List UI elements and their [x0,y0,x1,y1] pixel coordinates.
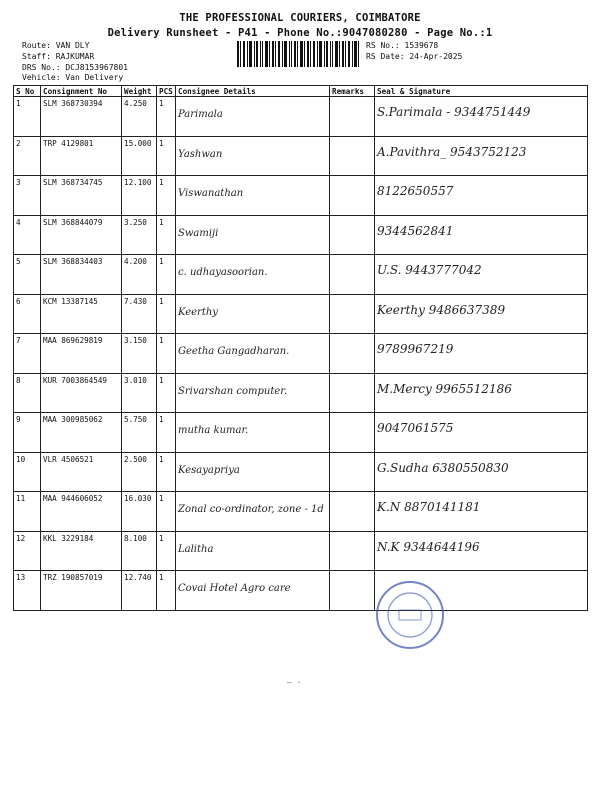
cell-consignment: VLR 4506521 [41,452,122,492]
col-consignment: Consignment No [41,86,122,97]
cell-weight: 3.250 [122,215,157,255]
table-row [14,176,588,216]
runsheet-table [13,85,588,611]
cell-remarks [330,215,375,255]
consignee-handwriting: Covai Hotel Agro care [178,583,291,594]
cell-pcs: 1 [157,294,176,334]
cell-sno: 10 [14,452,41,492]
cell-remarks [330,176,375,216]
cell-consignment: SLM 368730394 [41,97,122,137]
cell-pcs: 1 [157,413,176,453]
col-signature: Seal & Signature [375,86,588,97]
consignee-handwriting: Zonal co-ordinator, zone - 1d [178,504,324,515]
cell-sno: 12 [14,531,41,571]
vehicle-label: Vehicle: Van Delivery [22,73,124,82]
consignee-handwriting: Swamiji [178,227,219,239]
cell-signature [375,373,588,413]
consignee-handwriting: Lalitha [178,543,214,555]
cell-pcs: 1 [157,334,176,374]
cell-consignment: TRZ 190857019 [41,571,122,611]
cell-consignee [176,294,330,334]
cell-remarks [330,334,375,374]
cell-weight: 12.100 [122,176,157,216]
signature-handwriting: 9047061575 [377,421,454,435]
consignee-handwriting: Yashwan [178,148,223,160]
cell-remarks [330,452,375,492]
barcode-image [237,41,359,67]
cell-weight: 3.010 [122,373,157,413]
cell-remarks [330,492,375,532]
cell-consignment: SLM 368734745 [41,176,122,216]
col-sno: S No [14,86,41,97]
cell-pcs: 1 [157,136,176,176]
cell-sno: 13 [14,571,41,611]
cell-sno: 11 [14,492,41,532]
cell-pcs: 1 [157,531,176,571]
col-weight: Weight [122,86,157,97]
consignee-handwriting: Geetha Gangadharan. [178,346,290,357]
cell-consignment: KUR 7003864549 [41,373,122,413]
cell-consignee [176,176,330,216]
runsheet-subtitle: Delivery Runsheet - P41 - Phone No.:9047080280 - Page No.:1 [107,27,493,39]
table-row [14,97,588,137]
cell-pcs: 1 [157,176,176,216]
table-row [14,136,588,176]
table-header-row [14,86,588,97]
table-row [14,215,588,255]
cell-pcs: 1 [157,215,176,255]
cell-remarks [330,294,375,334]
cell-weight: 8.100 [122,531,157,571]
signature-handwriting: A.Pavithra_ 9543752123 [377,144,527,159]
table-row [14,413,588,453]
cell-remarks [330,373,375,413]
cell-signature [375,136,588,176]
cell-consignee [176,255,330,295]
staff-label: Staff: RAJKUMAR [22,52,95,61]
cell-sno: 1 [14,97,41,137]
cell-weight: 16.030 [122,492,157,532]
consignee-handwriting: Viswanathan [178,188,244,199]
consignee-handwriting: Kesayapriya [178,464,240,476]
cell-consignment: KCM 13387145 [41,294,122,334]
col-remarks: Remarks [330,86,375,97]
company-seal-stamp [375,580,445,650]
cell-weight: 5.750 [122,413,157,453]
table-row [14,531,588,571]
cell-sno: 7 [14,334,41,374]
cell-consignment: MAA 944606052 [41,492,122,532]
route-label: Route: VAN DLY [22,41,90,50]
col-pcs: PCS [157,86,176,97]
cell-sno: 2 [14,136,41,176]
cell-signature [375,452,588,492]
cell-pcs: 1 [157,492,176,532]
cell-weight: 12.740 [122,571,157,611]
signature-handwriting: S.Parimala - 9344751449 [377,105,531,119]
company-title: THE PROFESSIONAL COURIERS, COIMBATORE [179,12,421,24]
cell-signature [375,176,588,216]
cell-remarks [330,136,375,176]
cell-consignee [176,413,330,453]
cell-consignee [176,136,330,176]
cell-consignment: MAA 869629819 [41,334,122,374]
consignee-handwriting: mutha kumar. [178,425,249,436]
cell-weight: 4.250 [122,97,157,137]
signature-handwriting: 9344562841 [377,223,454,238]
cell-sno: 3 [14,176,41,216]
cell-remarks [330,413,375,453]
cell-consignee [176,334,330,374]
consignee-handwriting: Keerthy [178,306,218,318]
drs-label: DRS No.: DCJ8153967801 [22,63,128,72]
signature-handwriting: Keerthy 9486637389 [377,302,506,317]
cell-pcs: 1 [157,373,176,413]
cell-weight: 7.430 [122,294,157,334]
cell-consignment: SLM 368844079 [41,215,122,255]
table-row [14,452,588,492]
cell-consignment: KKL 3229184 [41,531,122,571]
cell-signature [375,413,588,453]
rs-number: RS No.: 1539678 [366,41,439,50]
cell-pcs: 1 [157,255,176,295]
table-row [14,294,588,334]
cell-consignment: TRP 4129801 [41,136,122,176]
cell-consignee [176,452,330,492]
col-consignee: Consignee Details [176,86,330,97]
table-row [14,255,588,295]
cell-consignment: MAA 300985062 [41,413,122,453]
table-row [14,334,588,374]
signature-handwriting: G.Sudha 6380550830 [377,460,509,475]
cell-pcs: 1 [157,571,176,611]
signature-handwriting: K.N 8870141181 [377,500,481,514]
rs-date: RS Date: 24-Apr-2025 [366,52,463,61]
cell-sno: 9 [14,413,41,453]
cell-remarks [330,255,375,295]
table-row [14,492,588,532]
consignee-handwriting: c. udhayasoorian. [178,267,268,278]
signature-handwriting: 9789967219 [377,342,454,356]
cell-sno: 4 [14,215,41,255]
signature-handwriting: U.S. 9443777042 [377,263,482,277]
cell-consignee [176,373,330,413]
footer-mark: — · [287,678,302,687]
cell-consignee [176,571,330,611]
cell-remarks [330,531,375,571]
signature-handwriting: N.K 9344644196 [377,539,480,554]
cell-remarks [330,571,375,611]
cell-sno: 8 [14,373,41,413]
cell-consignee [176,215,330,255]
consignee-handwriting: Srivarshan computer. [178,385,288,397]
signature-handwriting: M.Mercy 9965512186 [377,381,512,396]
cell-weight: 2.500 [122,452,157,492]
cell-signature [375,492,588,532]
cell-sno: 5 [14,255,41,295]
cell-signature [375,531,588,571]
table-row [14,571,588,611]
cell-pcs: 1 [157,97,176,137]
cell-consignee [176,531,330,571]
consignee-handwriting: Parimala [178,109,223,120]
cell-consignment: SLM 368834403 [41,255,122,295]
cell-pcs: 1 [157,452,176,492]
cell-weight: 4.200 [122,255,157,295]
cell-signature [375,215,588,255]
cell-signature [375,97,588,137]
cell-consignee [176,97,330,137]
cell-remarks [330,97,375,137]
table-row [14,373,588,413]
cell-weight: 3.150 [122,334,157,374]
cell-signature [375,255,588,295]
signature-handwriting: 8122650557 [377,184,454,198]
cell-weight: 15.000 [122,136,157,176]
cell-consignee [176,492,330,532]
cell-signature [375,334,588,374]
cell-signature [375,294,588,334]
cell-sno: 6 [14,294,41,334]
